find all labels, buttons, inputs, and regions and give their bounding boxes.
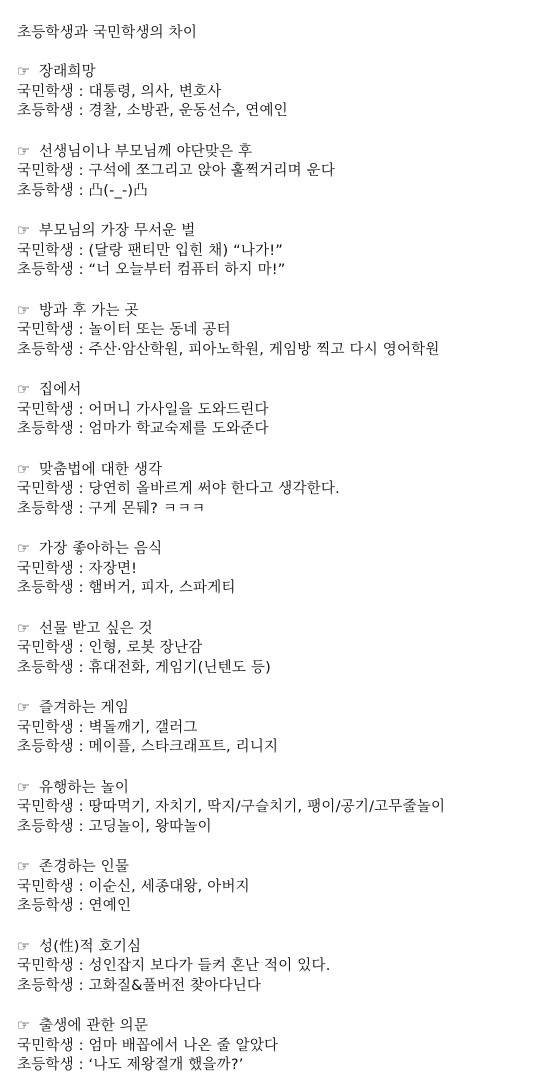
row-label: 국민학생 xyxy=(17,878,74,895)
row-label: 초등학생 xyxy=(17,421,74,437)
row-text: 이순신, 세종대왕, 아버지 xyxy=(88,878,250,895)
row-separator: : xyxy=(73,421,89,437)
comparison-row xyxy=(17,1037,550,1057)
comparison-row xyxy=(17,182,550,202)
row-separator: : xyxy=(73,799,89,815)
row-separator: : xyxy=(73,640,89,656)
row-label: 국민학생 xyxy=(17,401,74,418)
row-separator: : xyxy=(73,1037,89,1054)
row-label: 초등학생 xyxy=(17,659,74,676)
row-label: 국민학생 xyxy=(17,322,74,338)
section xyxy=(17,143,550,202)
section xyxy=(17,938,550,997)
row-label: 초등학생 xyxy=(17,182,74,199)
section-heading xyxy=(17,63,550,83)
row-separator: : xyxy=(73,163,89,179)
section xyxy=(17,461,550,520)
section-heading xyxy=(17,381,550,401)
section-heading xyxy=(17,779,550,799)
section-heading-text: 존경하는 인물 xyxy=(39,859,130,875)
pointing-hand-icon: ☞ xyxy=(17,461,31,478)
comparison-row xyxy=(17,102,550,122)
comparison-row xyxy=(17,480,550,500)
row-label: 초등학생 xyxy=(17,500,74,517)
section xyxy=(17,1017,550,1076)
row-label: 초등학생 xyxy=(17,898,74,914)
row-separator: : xyxy=(73,560,89,577)
row-separator: : xyxy=(73,719,89,736)
section xyxy=(17,858,550,917)
row-separator: : xyxy=(73,242,89,259)
row-label: 국민학생 xyxy=(17,719,74,736)
section-heading-text: 부모님의 가장 무서운 벌 xyxy=(39,223,196,239)
comparison-row xyxy=(17,719,550,739)
row-label: 국민학생 xyxy=(17,481,74,497)
pointing-hand-icon: ☞ xyxy=(17,859,31,875)
row-separator: : xyxy=(73,580,89,596)
comparison-row xyxy=(17,321,550,341)
comparison-row xyxy=(17,261,550,281)
section-heading-text: 선생님이나 부모님께 야단맞은 후 xyxy=(39,143,253,160)
comparison-row xyxy=(17,560,550,580)
row-text: 메이플, 스타크래프트, 리니지 xyxy=(88,739,279,755)
section xyxy=(17,779,550,838)
comparison-row xyxy=(17,798,550,818)
row-separator: : xyxy=(73,500,89,517)
row-separator: : xyxy=(73,977,89,994)
comparison-row xyxy=(17,162,550,182)
row-label: 국민학생 xyxy=(17,640,74,656)
pointing-hand-icon: ☞ xyxy=(17,700,31,716)
row-text: (달랑 팬티만 입힌 채) “나가!” xyxy=(88,242,284,259)
section-heading xyxy=(17,858,550,878)
row-separator: : xyxy=(73,103,89,119)
section xyxy=(17,222,550,281)
row-separator: : xyxy=(73,659,89,676)
section-heading xyxy=(17,1017,550,1037)
section-heading-text: 집에서 xyxy=(39,382,82,398)
row-separator: : xyxy=(73,322,89,338)
comparison-row xyxy=(17,341,550,361)
row-text: “너 오늘부터 컴퓨터 하지 마!” xyxy=(88,262,286,278)
comparison-row xyxy=(17,401,550,421)
row-text: 자장면! xyxy=(88,560,138,577)
section-heading xyxy=(17,699,550,719)
section-heading-text: 유행하는 놀이 xyxy=(39,779,130,796)
row-separator: : xyxy=(73,481,89,497)
row-text: 엄마가 학교숙제를 도와준다 xyxy=(88,421,269,437)
row-text: ‘나도 제왕절개 했을까?’ xyxy=(88,1057,244,1073)
pointing-hand-icon: ☞ xyxy=(17,620,31,637)
section-heading-text: 방과 후 가는 곳 xyxy=(39,302,139,319)
section xyxy=(17,620,550,679)
row-text: 휴대전화, 게임기(닌텐도 등) xyxy=(88,659,271,676)
row-separator: : xyxy=(73,262,89,278)
row-text: 성인잡지 보다가 들켜 혼난 적이 있다. xyxy=(88,958,331,974)
row-label: 국민학생 xyxy=(17,163,74,179)
section-heading-text: 장래희망 xyxy=(39,64,96,80)
pointing-hand-icon: ☞ xyxy=(17,143,31,160)
comparison-row xyxy=(17,957,550,977)
pointing-hand-icon: ☞ xyxy=(17,938,31,955)
row-text: 주산·암산학원, 피아노학원, 게임방 찍고 다시 영어학원 xyxy=(88,341,440,358)
section-heading xyxy=(17,540,550,560)
row-label: 초등학생 xyxy=(17,103,74,119)
row-label: 국민학생 xyxy=(17,1037,74,1054)
row-text: 당연히 올바르게 써야 한다고 생각한다. xyxy=(88,481,340,497)
row-label: 초등학생 xyxy=(17,341,74,358)
row-text: 엄마 배꼽에서 나온 줄 알았다 xyxy=(88,1037,279,1054)
row-separator: : xyxy=(73,83,89,100)
row-separator: : xyxy=(73,898,89,914)
row-label: 초등학생 xyxy=(17,262,74,278)
section xyxy=(17,540,550,599)
comparison-row xyxy=(17,818,550,838)
row-text: 대통령, 의사, 변호사 xyxy=(88,83,222,100)
comparison-row xyxy=(17,420,550,440)
comparison-row xyxy=(17,977,550,997)
row-label: 국민학생 xyxy=(17,560,74,577)
document-title: 초등학생과 국민학생의 차이 xyxy=(17,25,198,41)
section xyxy=(17,381,550,440)
comparison-row xyxy=(17,738,550,758)
section-heading xyxy=(17,222,550,242)
comparison-row xyxy=(17,1056,550,1076)
pointing-hand-icon: ☞ xyxy=(17,541,31,557)
section xyxy=(17,302,550,361)
row-text: 어머니 가사일을 도와드린다 xyxy=(88,401,269,418)
row-separator: : xyxy=(73,341,89,358)
row-label: 초등학생 xyxy=(17,739,74,755)
row-separator: : xyxy=(73,818,89,835)
comparison-row xyxy=(17,500,550,520)
row-text: 햄버거, 피자, 스파게티 xyxy=(88,580,236,596)
row-text: 인형, 로봇 장난감 xyxy=(88,640,203,656)
row-text: 땅따먹기, 자치기, 딱지/구슬치기, 팽이/공기/고무줄놀이 xyxy=(88,799,446,815)
section xyxy=(17,699,550,758)
section xyxy=(17,63,550,122)
row-text: 고딩놀이, 왕따놀이 xyxy=(88,818,212,835)
section-heading-text: 맞춤법에 대한 생각 xyxy=(39,461,163,478)
row-label: 국민학생 xyxy=(17,242,74,259)
pointing-hand-icon: ☞ xyxy=(17,302,31,319)
pointing-hand-icon: ☞ xyxy=(17,223,31,239)
row-separator: : xyxy=(73,1057,89,1073)
row-text: 구석에 쪼그리고 앉아 훌쩍거리며 운다 xyxy=(88,163,336,179)
row-text: 연예인 xyxy=(88,898,132,914)
comparison-row xyxy=(17,878,550,898)
comparison-row xyxy=(17,242,550,262)
sections-list xyxy=(17,63,550,1076)
pointing-hand-icon: ☞ xyxy=(17,779,31,796)
row-label: 초등학생 xyxy=(17,818,74,835)
section-heading-text: 성(性)적 호기심 xyxy=(39,938,142,955)
pointing-hand-icon: ☞ xyxy=(17,1018,31,1034)
row-separator: : xyxy=(73,739,89,755)
section-heading-text: 선물 받고 싶은 것 xyxy=(39,620,153,637)
comparison-row xyxy=(17,897,550,917)
section-heading-text: 즐겨하는 게임 xyxy=(39,700,130,716)
row-text: 벽돌깨기, 갤러그 xyxy=(88,719,198,736)
section-heading xyxy=(17,938,550,958)
pointing-hand-icon: ☞ xyxy=(17,382,31,398)
section-heading xyxy=(17,461,550,481)
section-heading xyxy=(17,620,550,640)
row-label: 국민학생 xyxy=(17,958,74,974)
row-text: 구게 몬뒈? ㅋㅋㅋ xyxy=(88,500,206,517)
row-text: 凸(-_-)凸 xyxy=(88,182,148,199)
row-label: 초등학생 xyxy=(17,1057,74,1073)
comparison-row xyxy=(17,659,550,679)
section-heading-text: 가장 좋아하는 음식 xyxy=(39,541,163,557)
section-heading xyxy=(17,143,550,163)
comparison-row xyxy=(17,83,550,103)
section-heading-text: 출생에 관한 의문 xyxy=(39,1018,149,1034)
row-separator: : xyxy=(73,401,89,418)
comparison-row xyxy=(17,579,550,599)
row-separator: : xyxy=(73,878,89,895)
pointing-hand-icon: ☞ xyxy=(17,64,31,80)
row-text: 경찰, 소방관, 운동선수, 연예인 xyxy=(88,103,288,119)
comparison-row xyxy=(17,639,550,659)
row-text: 고화질&풀버전 찾아다닌다 xyxy=(88,977,262,994)
row-label: 초등학생 xyxy=(17,580,74,596)
row-text: 놀이터 또는 동네 공터 xyxy=(88,322,231,338)
row-label: 국민학생 xyxy=(17,83,74,100)
row-label: 국민학생 xyxy=(17,799,74,815)
row-separator: : xyxy=(73,182,89,199)
row-label: 초등학생 xyxy=(17,977,74,994)
section-heading xyxy=(17,302,550,322)
row-separator: : xyxy=(73,958,89,974)
